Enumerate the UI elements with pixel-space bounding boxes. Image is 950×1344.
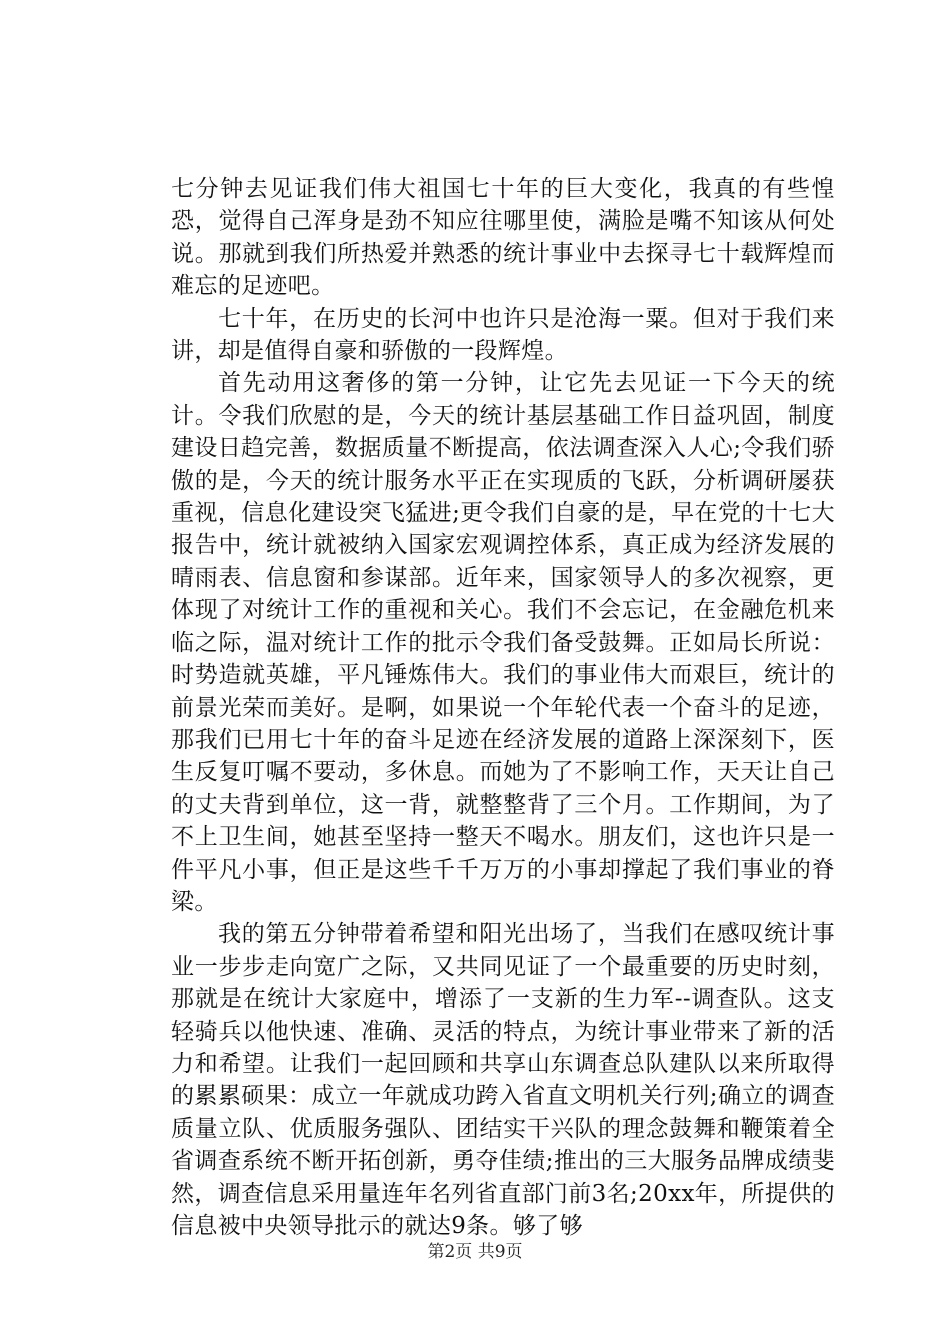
page-footer: 第2页 共9页 xyxy=(427,1242,523,1262)
document-body xyxy=(171,173,835,1242)
paragraph-1: 七分钟去见证我们伟大祖国七十年的巨大变化，我真的有些惶恐，觉得自己浑身是劲不知应往哪里使，满脸是嘴不知该从何处说。那就到我们所热爱并熟悉的统计事业中去探寻七十载辉煌而难忘的足迹吧。 xyxy=(171,176,835,300)
paragraph-4: 我的第五分钟带着希望和阳光出场了，当我们在感叹统计事业一步步走向宽广之际，又共同见证了一个最重要的历史时刻，那就是在统计大家庭中，增添了一支新的生力军--调查队。这支轻骑兵以他快速、准确、灵活的特点，为统计事业带来了新的活力和希望。让我们一起回顾和共享山东调查总队建队以来所取得的累累硕果：成立一年就成功跨入省直文明机关行列;确立的调查质量立队、优质服务强队、团结实干兴队的理念鼓舞和鞭策着全省调查系统不断开拓创新，勇夺佳绩;推出的三大服务品牌成绩斐然，调查信息采用量连年名列省直部门前3名;20xx年，所提供的信息被中央领导批示的就达9条。够了够 xyxy=(171,921,835,1239)
paragraph-3: 首先动用这奢侈的第一分钟，让它先去见证一下今天的统计。令我们欣慰的是，今天的统计基层基础工作日益巩固，制度建设日趋完善，数据质量不断提高，依法调查深入人心;令我们骄傲的是，今天的统计服务水平正在实现质的飞跃，分析调研屡获重视，信息化建设突飞猛进;更令我们自豪的是，早在党的十七大报告中，统计就被纳入国家宏观调控体系，真正成为经济发展的晴雨表、信息窗和参谋部。近年来，国家领导人的多次视察，更体现了对统计工作的重视和关心。我们不会忘记，在金融危机来临之际，温对统计工作的批示令我们备受鼓舞。正如局长所说：时势造就英雄，平凡锤炼伟大。我们的事业伟大而艰巨，统计的前景光荣而美好。是啊，如果说一个年轮代表一个奋斗的足迹，那我们已用七十年的奋斗足迹在经济发展的道路上深深刻下，医生反复叮嘱不要动，多休息。而她为了不影响工作，天天让自己的丈夫背到单位，这一背，就整整背了三个月。工作期间，为了不上卫生间，她甚至坚持一整天不喝水。朋友们，这也许只是一件平凡小事，但正是这些千千万万的小事却撑起了我们事业的脊梁。 xyxy=(171,370,835,915)
paragraph-2: 七十年，在历史的长河中也许只是沧海一粟。但对于我们来讲，却是值得自豪和骄傲的一段辉煌。 xyxy=(171,305,835,365)
